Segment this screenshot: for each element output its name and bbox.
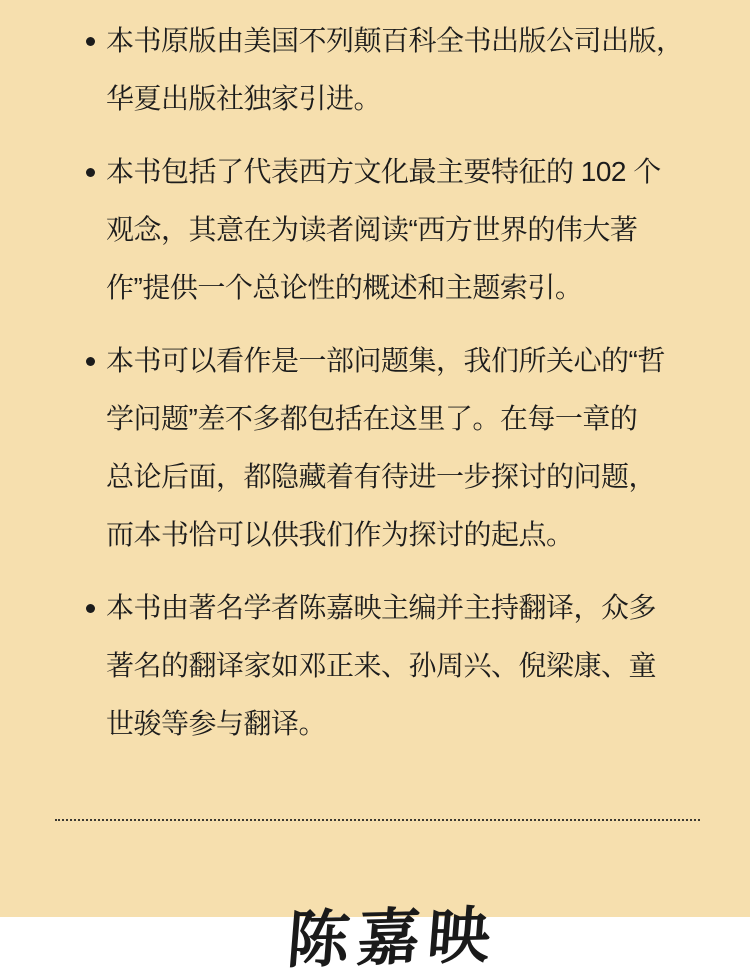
dotted-divider (55, 819, 700, 821)
bullet-text (106, 143, 661, 317)
bullet-item-translators (0, 579, 750, 753)
bullet-dot-icon (86, 357, 95, 366)
bullet-dot-icon (86, 168, 95, 177)
text-line: 本书包括了代表西方文化最主要特征的 102 个 (106, 156, 661, 187)
bullet-item-questions (0, 332, 750, 564)
bullet-dot-icon (86, 37, 95, 46)
text-line: 学问题”差不多都包括在这里了。在每一章的 (106, 403, 638, 434)
text-line: 本书原版由美国不列颠百科全书出版公司出版， (106, 25, 684, 56)
bullet-item-contents (0, 143, 750, 317)
signature-handwriting: 陈嘉映 (284, 898, 501, 977)
bullet-text (106, 12, 684, 128)
bullet-dot-icon (86, 604, 95, 613)
text-line: 本书由著名学者陈嘉映主编并主持翻译，众多 (106, 592, 657, 623)
bullet-text (106, 579, 656, 753)
text-line: 世骏等参与翻译。 (106, 708, 327, 739)
text-line: 观念，其意在为读者阅读“西方世界的伟大著 (106, 214, 638, 245)
bullet-item-publisher (0, 12, 750, 128)
text-line: 总论后面，都隐藏着有待进一步探讨的问题， (106, 461, 657, 492)
text-line: 著名的翻译家如邓正来、孙周兴、倪梁康、童 (106, 650, 657, 681)
bullet-text (106, 332, 665, 564)
text-line: 华夏出版社独家引进。 (106, 83, 382, 114)
text-line: 本书可以看作是一部问题集，我们所关心的“哲 (106, 345, 665, 376)
text-line: 而本书恰可以供我们作为探讨的起点。 (106, 519, 574, 550)
text-line: 作”提供一个总论性的概述和主题索引。 (106, 272, 583, 303)
